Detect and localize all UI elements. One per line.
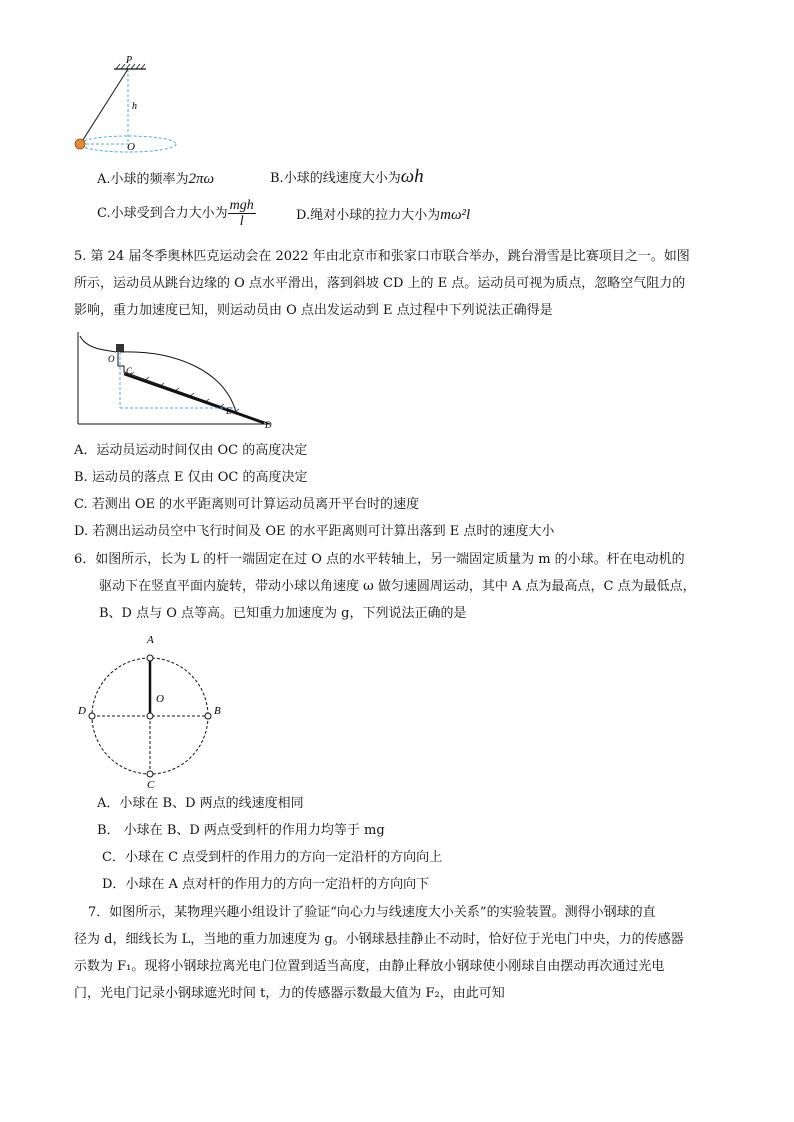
q5-stem-line-1: 5. 第 24 届冬季奥林匹克运动会在 2022 年由北京市和张家口市联合举办，跳台滑雪是比赛项目之一。如图: [74, 249, 690, 264]
label-d: D: [265, 420, 272, 430]
fraction-mgh-over-l: $\frac{\text{mgh}}{l}$: [229, 198, 254, 229]
q5-stem-line-3: 影响，重力加速度已知，则运动员由 O 点出发运动到 E 点过程中下列说法正确得是: [74, 303, 553, 318]
label-h: h: [132, 101, 137, 112]
q4-option-a: A.小球的频率为2πω: [97, 171, 215, 187]
label-b: B: [214, 705, 221, 717]
label-o: O: [108, 354, 115, 364]
q7-stem-line-1: 7．如图所示，某物理兴趣小组设计了验证“向心力与线速度大小关系”的实验装置。测得小钢球的直: [88, 905, 656, 920]
q6-stem-line-3: B、D 点与 O 点等高。已知重力加速度为 g，下列说法正确的是: [99, 606, 467, 621]
label-d: D: [78, 705, 86, 717]
conical-pendulum-figure: [70, 55, 170, 155]
q6-option-a: A．小球在 B、D 两点的线速度相同: [97, 796, 304, 811]
q7-stem-line-3: 示数为 F₁。现将小钢球拉离光电门位置到适当高度，由静止释放小钢球使小刚球自由摆动再次通过光电: [74, 959, 665, 974]
q6-stem-line-2: 驱动下在竖直平面内旋转，带动小球以角速度 ω 做匀速圆周运动，其中 A 点为最高点，C 点为最低点，: [99, 579, 696, 594]
q5-option-a: A．运动员运动时间仅由 OC 的高度决定: [74, 443, 308, 458]
label-o: O: [127, 141, 135, 153]
label-a: A: [147, 634, 154, 646]
ski-jump-figure: [74, 330, 274, 430]
q6-option-b: B． 小球在 B、D 两点受到杆的作用力均等于 mg: [97, 823, 385, 838]
label-e: E: [226, 406, 232, 416]
q7-stem-line-4: 门，光电门记录小钢球遮光时间 t，力的传感器示数最大值为 F₂，由此可知: [74, 986, 505, 1001]
q5-option-c: C. 若测出 OE 的水平距离则可计算运动员离开平台时的速度: [74, 497, 420, 512]
q5-option-d: D. 若测出运动员空中飞行时间及 OE 的水平距离则可计算出落到 E 点时的速度大小: [74, 524, 555, 539]
q6-option-d: D．小球在 A 点对杆的作用力的方向一定沿杆的方向向下: [102, 877, 430, 892]
q5-option-b: B. 运动员的落点 E 仅由 OC 的高度决定: [74, 470, 308, 485]
q7-stem-line-2: 径为 d，细线长为 L，当地的重力加速度为 g。小钢球悬挂静止不动时，恰好位于光电门中央，力的传感器: [74, 932, 684, 947]
label-c: C: [126, 366, 133, 376]
q6-stem-line-1: 6．如图所示，长为 L 的杆一端固定在过 O 点的水平转轴上，另一端固定质量为 m 的小球。杆在电动机的: [74, 552, 685, 567]
q5-stem-line-2: 所示，运动员从跳台边缘的 O 点水平滑出，落到斜坡 CD 上的 E 点。运动员可视为质点，忽略空气阻力的: [74, 276, 686, 291]
label-p: P: [126, 55, 133, 66]
q4-option-c: C.小球受到合力大小为 $\frac{\text{mgh}}{l}$: [97, 198, 254, 229]
q6-option-c: C．小球在 C 点受到杆的作用力的方向一定沿杆的方向向上: [102, 850, 443, 865]
q4-option-b: B.小球的线速度大小为ωh: [270, 166, 424, 187]
vertical-circle-figure: [72, 630, 232, 790]
label-o: O: [156, 693, 164, 705]
q4-option-d: D.绳对小球的拉力大小为mω²l: [296, 207, 471, 223]
label-c: C: [147, 779, 155, 791]
